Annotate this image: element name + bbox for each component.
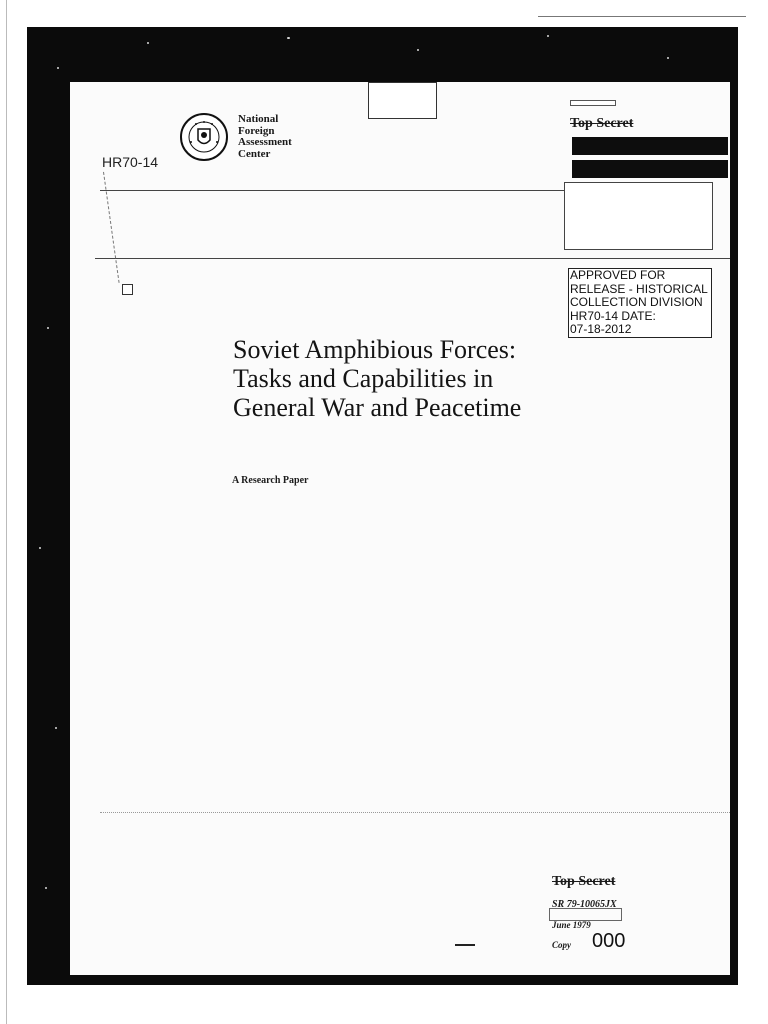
agency-line: Center (238, 147, 271, 160)
redaction-box (564, 182, 713, 250)
divider (95, 258, 730, 259)
agency-line: Assessment (238, 136, 292, 148)
divider (100, 190, 565, 191)
marker-box (122, 284, 133, 295)
copy-number: 000 (592, 930, 626, 952)
redaction-block (572, 160, 728, 178)
stamp-line: RELEASE - HISTORICAL (570, 281, 708, 296)
scan-top-line (538, 16, 746, 17)
release-stamp (568, 268, 712, 338)
classification-marking-top: Top Secret (570, 116, 634, 131)
agency-line: Foreign (238, 124, 275, 137)
stamp-line: HR70-14 DATE: (570, 308, 656, 323)
scan-mark (455, 944, 475, 946)
scan-margin-line (6, 0, 7, 1024)
stamp-line: APPROVED FOR (570, 268, 666, 282)
document-subtitle: A Research Paper (232, 475, 309, 486)
document-id: HR70-14 (102, 154, 159, 170)
report-date: June 1979 (552, 920, 591, 930)
stamp-line: 07-18-2012 (570, 322, 632, 336)
divider (100, 812, 730, 814)
redaction-block (572, 137, 728, 155)
agency-line: National (238, 113, 279, 125)
redaction-strip (570, 100, 616, 106)
document-title (233, 335, 673, 422)
title-line: Tasks and Capabilities in (233, 364, 494, 393)
cia-seal-icon (179, 112, 229, 162)
agency-name (238, 114, 292, 160)
title-line: Soviet Amphibious Forces: (233, 335, 517, 364)
title-line: General War and Peacetime (233, 393, 522, 422)
redaction-box (368, 82, 437, 119)
stamp-line: COLLECTION DIVISION (570, 295, 703, 309)
report-number: SR 79-10065JX (552, 899, 617, 910)
classification-marking-bottom: Top Secret (552, 874, 616, 889)
copy-label: Copy (552, 940, 571, 950)
